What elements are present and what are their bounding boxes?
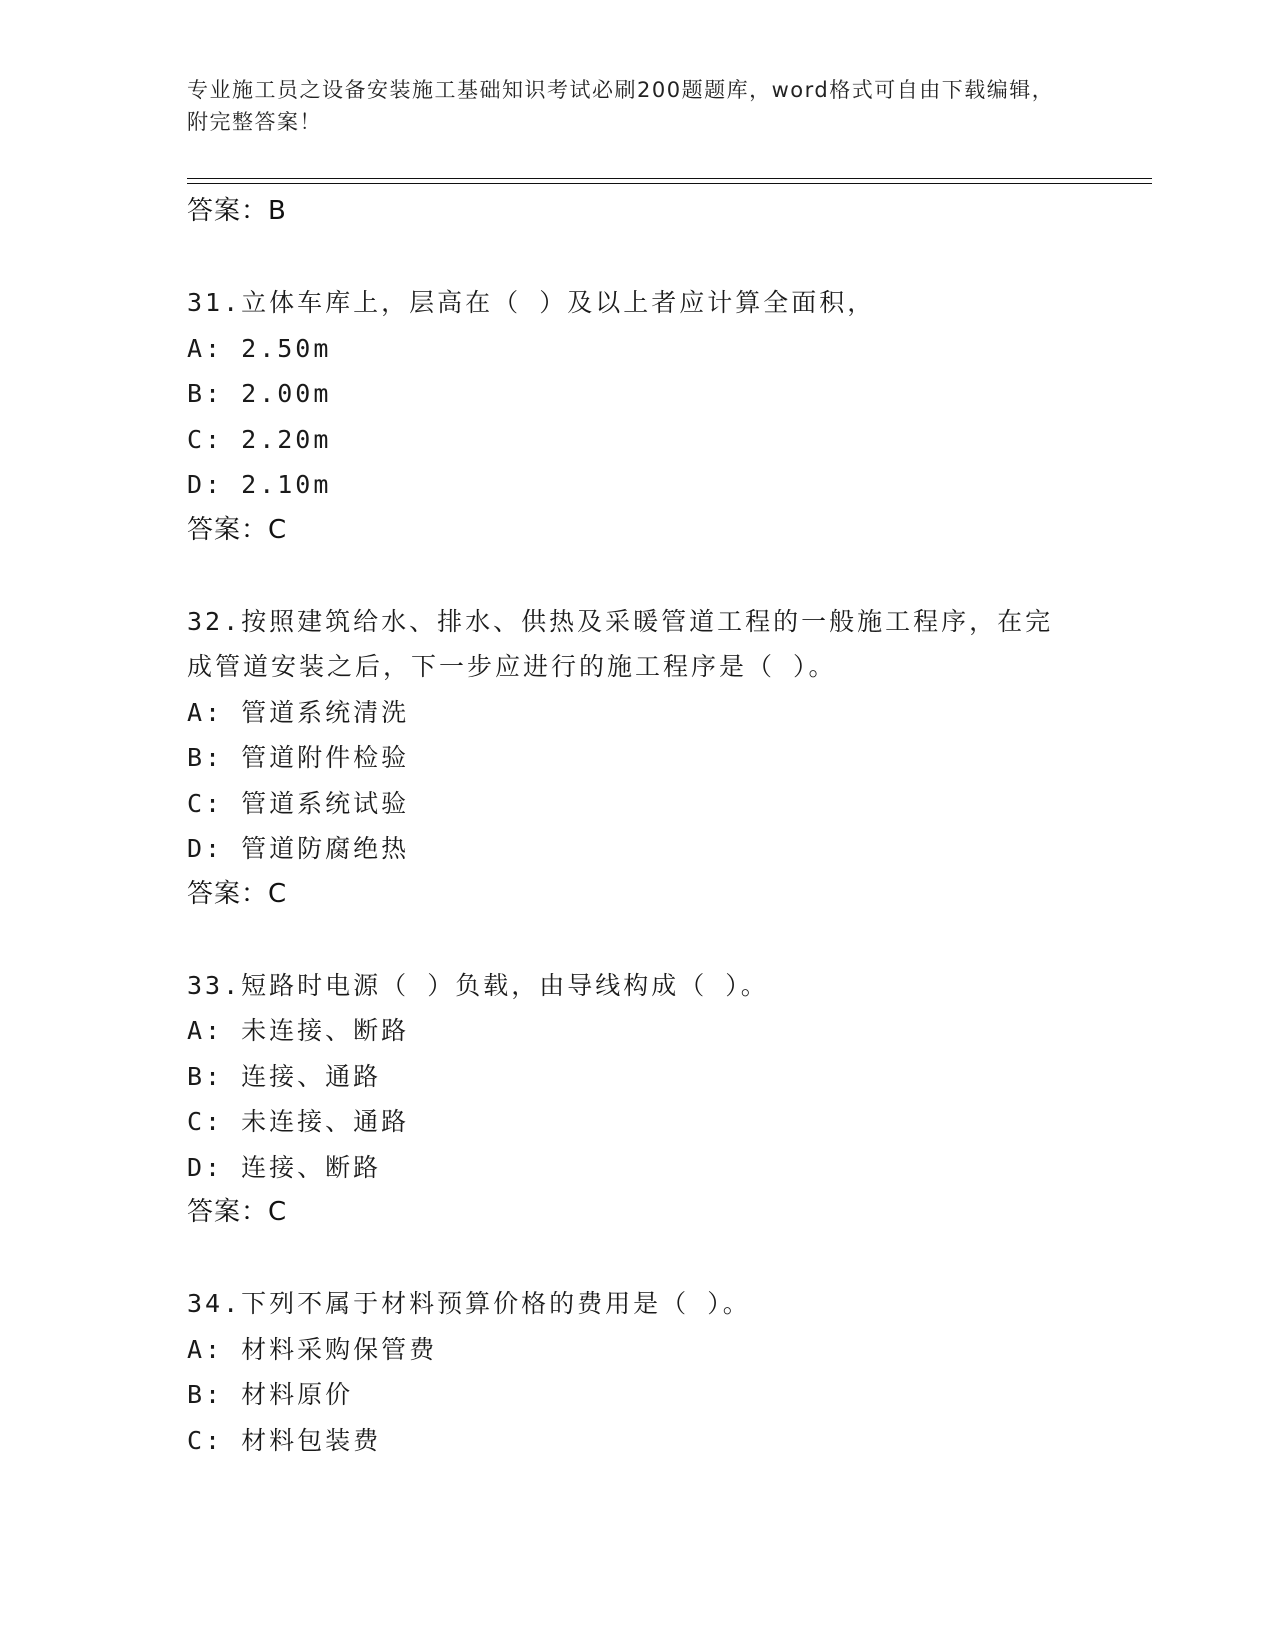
question-title: 34.下列不属于材料预算价格的费用是（ ）。 <box>187 1289 751 1318</box>
option-a: A: 未连接、断路 <box>187 1016 410 1045</box>
option-c: C: 材料包装费 <box>187 1425 382 1455</box>
document-body <box>187 189 1152 1463</box>
option-d: D: 连接、断路 <box>187 1152 382 1182</box>
question-title: 31.立体车库上，层高在（ ）及以上者应计算全面积， <box>187 288 876 317</box>
question-block <box>187 963 1152 1236</box>
question-block <box>187 1281 1152 1463</box>
option-b: B: 材料原价 <box>187 1380 354 1409</box>
option-d: D: 管道防腐绝热 <box>187 834 410 863</box>
option-a: A: 管道系统清洗 <box>187 697 410 727</box>
option-c: C: 未连接、通路 <box>187 1107 410 1136</box>
question-block <box>187 280 1152 553</box>
option-b: B: 2.00m <box>187 379 332 408</box>
option-d: D: 2.10m <box>187 470 332 499</box>
question-title: 32.按照建筑给水、排水、供热及采暖管道工程的一般施工程序，在完成管道安装之后，下一步应进行的施工程序是（ ）。 <box>187 606 1054 681</box>
answer-line: 答案：C <box>187 1197 288 1227</box>
option-b: B: 管道附件检验 <box>187 743 410 772</box>
question-block <box>187 599 1152 918</box>
header-divider-bottom <box>187 183 1152 184</box>
answer-line: 答案：C <box>187 514 288 545</box>
document-header: 专业施工员之设备安装施工基础知识考试必刷200题题库，word格式可自由下载编辑，附完整答案！ <box>187 78 1055 134</box>
option-c: C: 2.20m <box>187 424 332 454</box>
spacer <box>187 917 1152 963</box>
spacer <box>187 235 1152 281</box>
option-a: A: 2.50m <box>187 333 332 363</box>
header-divider-top <box>187 178 1152 179</box>
question-title: 33.短路时电源（ ）负载，由导线构成（ ）。 <box>187 970 769 1000</box>
answer-line: 答案：B <box>187 196 287 226</box>
option-b: B: 连接、通路 <box>187 1061 382 1091</box>
answer-line: 答案：C <box>187 878 288 909</box>
option-a: A: 材料采购保管费 <box>187 1334 438 1364</box>
spacer <box>187 553 1152 599</box>
spacer <box>187 1236 1152 1282</box>
option-c: C: 管道系统试验 <box>187 788 410 818</box>
